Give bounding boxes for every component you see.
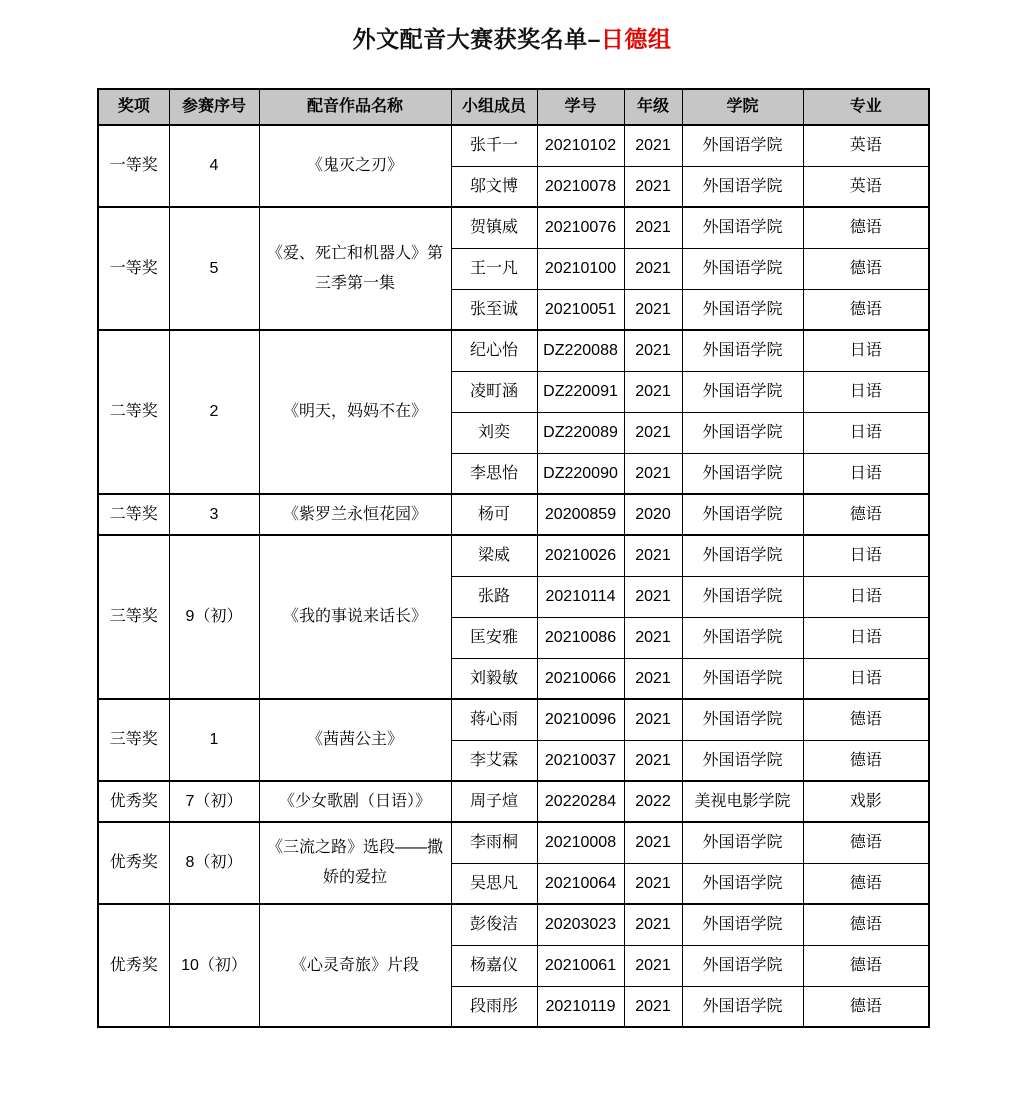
work-title-cell: 《心灵奇旅》片段 [259,904,451,1027]
student-id-cell: 20200859 [537,494,624,535]
entry-number-cell: 10（初） [169,904,259,1027]
college-cell: 外国语学院 [682,617,803,658]
award-cell: 三等奖 [98,535,169,699]
grade-cell: 2021 [624,576,682,617]
college-cell: 外国语学院 [682,535,803,576]
student-id-cell: 20210102 [537,125,624,166]
grade-cell: 2021 [624,945,682,986]
major-cell: 德语 [803,822,929,863]
work-title-cell: 《紫罗兰永恒花园》 [259,494,451,535]
college-cell: 外国语学院 [682,658,803,699]
header-row [98,89,929,125]
page-title-main: 外文配音大赛获奖名单– [352,26,601,52]
grade-cell: 2021 [624,453,682,494]
member-name-cell: 刘奕 [451,412,537,453]
entry-number-cell: 7（初） [169,781,259,822]
work-title-cell: 《爱、死亡和机器人》第三季第一集 [259,207,451,330]
college-cell: 外国语学院 [682,576,803,617]
major-cell: 德语 [803,740,929,781]
major-cell: 德语 [803,986,929,1027]
member-name-cell: 杨可 [451,494,537,535]
college-cell: 美视电影学院 [682,781,803,822]
major-cell: 日语 [803,453,929,494]
college-cell: 外国语学院 [682,945,803,986]
major-cell: 日语 [803,535,929,576]
member-name-cell: 刘毅敏 [451,658,537,699]
table-row [98,535,929,576]
major-cell: 日语 [803,371,929,412]
work-title-cell: 《三流之路》选段——撒娇的爱拉 [259,822,451,904]
award-cell: 优秀奖 [98,781,169,822]
major-cell: 日语 [803,576,929,617]
award-cell: 一等奖 [98,125,169,207]
college-cell: 外国语学院 [682,248,803,289]
header-cell: 奖项 [98,89,169,125]
student-id-cell: 20210078 [537,166,624,207]
major-cell: 日语 [803,412,929,453]
page-title [0,0,1024,53]
student-id-cell: 20210086 [537,617,624,658]
college-cell: 外国语学院 [682,207,803,248]
member-name-cell: 张千一 [451,125,537,166]
entry-number-cell: 2 [169,330,259,494]
student-id-cell: 20220284 [537,781,624,822]
grade-cell: 2021 [624,289,682,330]
student-id-cell: 20210100 [537,248,624,289]
entry-number-cell: 4 [169,125,259,207]
header-cell: 配音作品名称 [259,89,451,125]
grade-cell: 2022 [624,781,682,822]
major-cell: 日语 [803,617,929,658]
member-name-cell: 邬文博 [451,166,537,207]
award-cell: 一等奖 [98,207,169,330]
entry-number-cell: 9（初） [169,535,259,699]
grade-cell: 2021 [624,248,682,289]
table-row [98,207,929,248]
college-cell: 外国语学院 [682,412,803,453]
major-cell: 德语 [803,699,929,740]
entry-number-cell: 3 [169,494,259,535]
member-name-cell: 李雨桐 [451,822,537,863]
member-name-cell: 杨嘉仪 [451,945,537,986]
table-row [98,699,929,740]
college-cell: 外国语学院 [682,371,803,412]
award-cell: 二等奖 [98,494,169,535]
member-name-cell: 张至诚 [451,289,537,330]
grade-cell: 2021 [624,330,682,371]
college-cell: 外国语学院 [682,986,803,1027]
member-name-cell: 贺镇威 [451,207,537,248]
member-name-cell: 周子煊 [451,781,537,822]
member-name-cell: 段雨彤 [451,986,537,1027]
major-cell: 德语 [803,289,929,330]
page-title-group: 日德组 [600,26,672,52]
work-title-cell: 《我的事说来话长》 [259,535,451,699]
member-name-cell: 吴思凡 [451,863,537,904]
student-id-cell: 20203023 [537,904,624,945]
college-cell: 外国语学院 [682,904,803,945]
student-id-cell: DZ220089 [537,412,624,453]
grade-cell: 2021 [624,207,682,248]
member-name-cell: 李思怡 [451,453,537,494]
major-cell: 德语 [803,904,929,945]
student-id-cell: 20210114 [537,576,624,617]
grade-cell: 2021 [624,412,682,453]
grade-cell: 2021 [624,371,682,412]
award-cell: 优秀奖 [98,822,169,904]
student-id-cell: 20210037 [537,740,624,781]
work-title-cell: 《明天，妈妈不在》 [259,330,451,494]
major-cell: 德语 [803,248,929,289]
header-cell: 年级 [624,89,682,125]
student-id-cell: 20210008 [537,822,624,863]
major-cell: 戏影 [803,781,929,822]
college-cell: 外国语学院 [682,494,803,535]
grade-cell: 2021 [624,986,682,1027]
student-id-cell: 20210076 [537,207,624,248]
grade-cell: 2021 [624,617,682,658]
table-row [98,125,929,166]
header-cell: 专业 [803,89,929,125]
college-cell: 外国语学院 [682,740,803,781]
work-title-cell: 《鬼灭之刃》 [259,125,451,207]
grade-cell: 2021 [624,699,682,740]
college-cell: 外国语学院 [682,822,803,863]
table-row [98,330,929,371]
header-cell: 参赛序号 [169,89,259,125]
major-cell: 日语 [803,330,929,371]
member-name-cell: 李艾霖 [451,740,537,781]
member-name-cell: 凌町涵 [451,371,537,412]
college-cell: 外国语学院 [682,453,803,494]
entry-number-cell: 1 [169,699,259,781]
grade-cell: 2021 [624,904,682,945]
work-title-cell: 《茜茜公主》 [259,699,451,781]
college-cell: 外国语学院 [682,125,803,166]
award-cell: 二等奖 [98,330,169,494]
member-name-cell: 王一凡 [451,248,537,289]
student-id-cell: 20210026 [537,535,624,576]
major-cell: 德语 [803,207,929,248]
member-name-cell: 张路 [451,576,537,617]
table-row [98,904,929,945]
major-cell: 德语 [803,945,929,986]
grade-cell: 2020 [624,494,682,535]
college-cell: 外国语学院 [682,699,803,740]
college-cell: 外国语学院 [682,166,803,207]
college-cell: 外国语学院 [682,863,803,904]
grade-cell: 2021 [624,658,682,699]
college-cell: 外国语学院 [682,289,803,330]
table-row [98,822,929,863]
major-cell: 英语 [803,166,929,207]
college-cell: 外国语学院 [682,330,803,371]
header-cell: 学院 [682,89,803,125]
member-name-cell: 彭俊洁 [451,904,537,945]
grade-cell: 2021 [624,535,682,576]
student-id-cell: 20210119 [537,986,624,1027]
table-header [98,89,929,125]
entry-number-cell: 5 [169,207,259,330]
member-name-cell: 梁威 [451,535,537,576]
student-id-cell: DZ220088 [537,330,624,371]
member-name-cell: 纪心怡 [451,330,537,371]
major-cell: 德语 [803,494,929,535]
award-cell: 三等奖 [98,699,169,781]
table-row [98,494,929,535]
student-id-cell: DZ220090 [537,453,624,494]
grade-cell: 2021 [624,125,682,166]
student-id-cell: 20210096 [537,699,624,740]
grade-cell: 2021 [624,822,682,863]
major-cell: 日语 [803,658,929,699]
table-body [98,125,929,1027]
award-cell: 优秀奖 [98,904,169,1027]
member-name-cell: 蒋心雨 [451,699,537,740]
work-title-cell: 《少女歌剧（日语）》 [259,781,451,822]
grade-cell: 2021 [624,863,682,904]
entry-number-cell: 8（初） [169,822,259,904]
student-id-cell: 20210051 [537,289,624,330]
student-id-cell: 20210064 [537,863,624,904]
header-cell: 小组成员 [451,89,537,125]
grade-cell: 2021 [624,740,682,781]
awards-table [97,88,930,1028]
student-id-cell: 20210061 [537,945,624,986]
header-cell: 学号 [537,89,624,125]
table-row [98,781,929,822]
member-name-cell: 匡安雅 [451,617,537,658]
student-id-cell: DZ220091 [537,371,624,412]
student-id-cell: 20210066 [537,658,624,699]
major-cell: 英语 [803,125,929,166]
grade-cell: 2021 [624,166,682,207]
major-cell: 德语 [803,863,929,904]
